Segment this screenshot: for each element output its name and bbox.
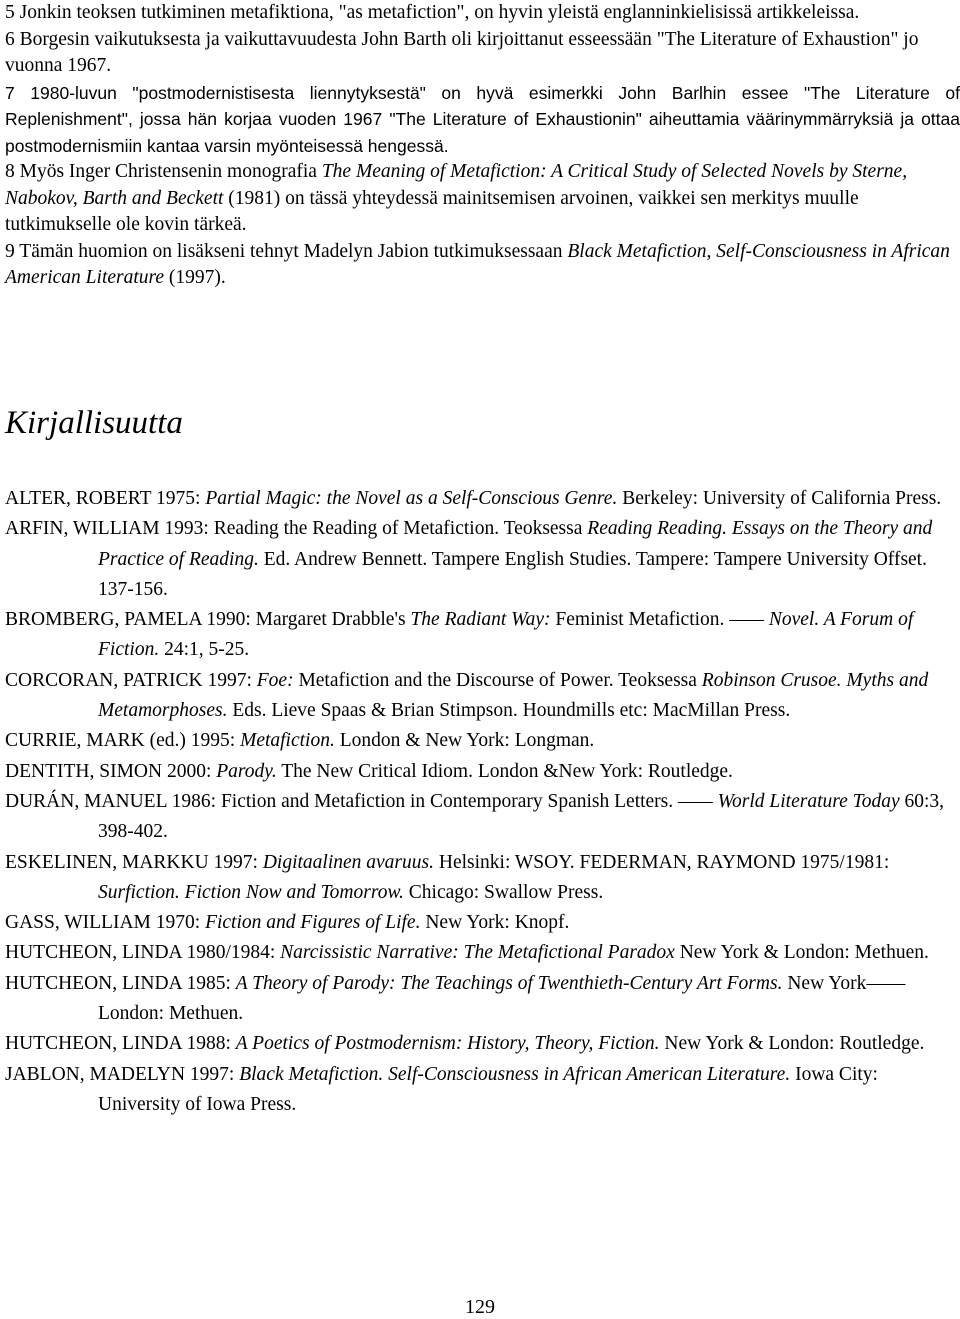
footnote-title: The Meaning of Metafiction: A Critical Study of Selected Novels by Sterne, Nabokov, Barth and Beckett xyxy=(5,161,908,209)
footnote xyxy=(5,0,960,27)
entry-text: New York: Knopf xyxy=(420,912,565,934)
entry-text: HUTCHEON, LINDA 1988: xyxy=(5,1033,236,1055)
entry-text: Chicago: Swallow Press. xyxy=(403,881,604,903)
entry-title: Digitaalinen avaruus. xyxy=(262,851,434,873)
entry-text: ARFIN, WILLIAM 1993: Reading the Reading of Metafiction. Teoksessa xyxy=(5,518,588,540)
footnote-number: 5 xyxy=(5,2,15,23)
entry-title: —— Novel. A Forum of Fiction. xyxy=(98,609,914,661)
entry-title: Fiction and Figures of Life. xyxy=(205,912,421,934)
entry-title: The Radiant Way: xyxy=(410,609,551,631)
bibliography-entry xyxy=(5,605,960,666)
footnote-text: (1997). xyxy=(164,267,226,288)
entry-text: Helsinki: WSOY. FEDERMAN, RAYMOND 1975/1981: xyxy=(434,851,890,873)
entry-text: Eds. Lieve Spaas & Brian Stimpson. Houndmills etc: MacMillan Press. xyxy=(227,700,791,722)
entry-text: Iowa City: University of Iowa Press. xyxy=(98,1063,878,1115)
entry-text: ALTER, ROBERT 1975: xyxy=(5,488,206,509)
entry-text: DURÁN, MANUEL 1986: Fiction and Metafiction in Contemporary Spanish Letters. xyxy=(5,790,679,812)
entry-title: A Theory of Parody: The Teachings of Twenthieth-Century Art Forms. xyxy=(235,972,783,994)
entry-text: Metafiction and the Discourse of Power. Teoksessa xyxy=(293,669,702,691)
entry-text: New York & London: Routledge. xyxy=(659,1033,925,1055)
entry-title: Foe: xyxy=(256,669,294,691)
section-heading: Kirjallisuutta xyxy=(5,405,183,441)
footnote xyxy=(5,239,960,292)
footnote-text: Tämän huomion on lisäkseni tehnyt Madelyn Jabion tutkimuksessaan xyxy=(19,240,568,262)
bibliography-entry xyxy=(5,969,960,1030)
footnote-text: (1981) on tässä yhteydessä mainitsemisen arvoinen, vaikkei sen merkitys muulle tutkimukselle ole kovin tärkeä. xyxy=(5,187,859,235)
bibliography-entry xyxy=(5,514,960,605)
bibliography-entry xyxy=(5,938,960,968)
bibliography-entry xyxy=(5,757,960,787)
bibliography-entry xyxy=(5,484,960,514)
footnote-number: 9 xyxy=(5,240,15,262)
footnotes xyxy=(5,0,960,292)
entry-title: Robinson Crusoe. Myths and Metamorphoses. xyxy=(98,669,929,722)
bibliography-entry xyxy=(5,787,960,848)
footnote-text: Myös Inger Christensenin monografia xyxy=(19,161,322,182)
entry-text: Feminist Metafiction. xyxy=(550,609,730,631)
page-number: 129 xyxy=(465,1296,495,1318)
entry-text: CURRIE, MARK (ed.) 1995: xyxy=(5,730,241,752)
entry-text: CORCORAN, PATRICK 1997: xyxy=(5,669,257,691)
entry-text: ESKELINEN, MARKKU 1997: xyxy=(5,851,263,873)
entry-text: The New Critical Idiom. London &New York: Routledge. xyxy=(276,760,733,782)
bibliography-entry xyxy=(5,848,960,909)
bibliography-entry xyxy=(5,666,960,727)
bibliography-entry xyxy=(5,726,960,756)
footnote-title: Black Metafiction, Self-Consciousness in African American Literature xyxy=(5,240,950,288)
entry-title: Black Metafiction. Self-Consciousness in African American Literature. xyxy=(239,1063,791,1085)
bibliography-entry xyxy=(5,908,960,938)
footnote xyxy=(5,159,960,239)
entry-text: New York & London: Methuen. xyxy=(674,942,929,964)
entry-title: Narcissistic Narrative: The Metafictional Paradox xyxy=(280,942,675,964)
entry-text: HUTCHEON, LINDA 1980/1984: xyxy=(5,942,281,964)
entry-text: 24:1, 5-25. xyxy=(159,639,250,661)
entry-text: DENTITH, SIMON 2000: xyxy=(5,760,217,782)
bibliography xyxy=(5,484,960,1120)
bibliography-entry xyxy=(5,1029,960,1059)
footnote-text: 1980-luvun "postmodernistisesta liennytyksestä" on hyvä esimerkki John Barlhin essee "The Literature of Replenishment", jossa hän korjaa vuoden 1967 "The Literature of Exhaustionin" aiheuttamia väärinymmärryksiä ja ottaa postmodernismiin kantaa varsin myönteisessä hengessä. xyxy=(5,82,960,156)
entry-text: Ed. Andrew Bennett. Tampere English Studies. Tampere: Tampere University Offset. 137-156. xyxy=(98,548,927,600)
footnote xyxy=(5,80,960,160)
entry-title: Metafiction. xyxy=(240,730,335,752)
footnote-number: 8 xyxy=(5,161,15,182)
footnote xyxy=(5,27,960,80)
entry-text: . xyxy=(564,912,570,934)
entry-text: JABLON, MADELYN 1997: xyxy=(5,1063,240,1085)
entry-text: 60:3, 398-402. xyxy=(98,790,945,843)
bibliography-entry xyxy=(5,1060,960,1121)
entry-text: HUTCHEON, LINDA 1985: xyxy=(5,972,236,994)
entry-text: London & New York: Longman. xyxy=(334,730,595,752)
entry-text: GASS, WILLIAM 1970: xyxy=(5,912,206,934)
entry-title: Parody. xyxy=(216,760,277,782)
entry-title: Partial Magic: the Novel as a Self-Conscious Genre. xyxy=(205,488,618,509)
footnote-text: Jonkin teoksen tutkiminen metafiktiona, "as metafiction", on hyvin yleistä englanninkielisissä artikkeleissa. xyxy=(19,2,860,23)
footnote-number: 7 xyxy=(5,82,15,103)
entry-text: Berkeley: University of California Press. xyxy=(617,488,942,509)
entry-title: A Poetics of Postmodernism: History, Theory, Fiction. xyxy=(235,1033,660,1055)
entry-title: Reading Reading. Essays on the Theory and Practice of Reading. xyxy=(98,518,933,570)
entry-title: —— World Literature Today xyxy=(678,790,900,812)
entry-title: Surfiction. Fiction Now and Tomorrow. xyxy=(98,881,404,903)
footnote-number: 6 xyxy=(5,28,15,50)
entry-text: BROMBERG, PAMELA 1990: Margaret Drabble's xyxy=(5,609,411,631)
footnote-text: Borgesin vaikutuksesta ja vaikuttavuudesta John Barth oli kirjoittanut esseessään "The Literature of Exhaustion" jo vuonna 1967. xyxy=(5,28,919,76)
entry-text: New York——London: Methuen. xyxy=(98,972,906,1025)
